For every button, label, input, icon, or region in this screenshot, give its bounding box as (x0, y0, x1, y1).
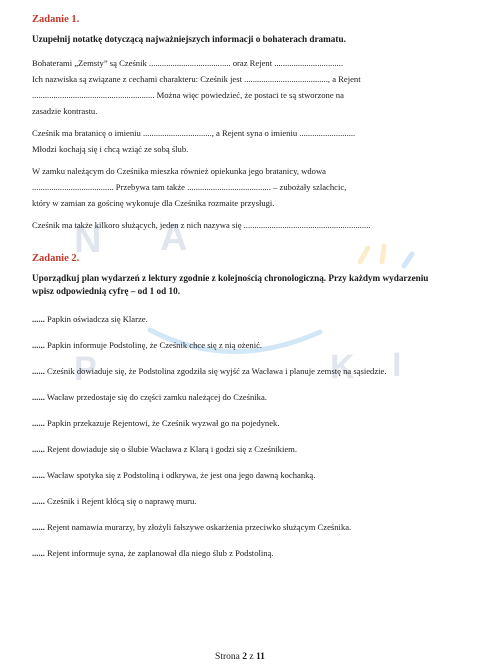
list-item (32, 443, 448, 456)
svg-text:N: N (74, 219, 142, 261)
footer-prefix: Strona (215, 652, 243, 662)
text-line: W zamku należącym do Cześnika mieszka również opiekunka jego bratanicy, wdowa (32, 166, 326, 177)
event-text: Wacław spotyka się z Podstoliną i odkrywa, że jest ona jego dawną kochanką. (46, 470, 316, 481)
text-line: Bohaterami „Zemsty” są Cześnik ...................................... oraz Rejent ................................ (32, 58, 343, 69)
svg-text:P: P (74, 350, 97, 388)
task1-paragraph-3 (32, 163, 448, 211)
list-item (32, 313, 448, 326)
event-text: Wacław przedostaje się do części zamku należącej do Cześnika. (46, 392, 267, 403)
text-line: Cześnik ma bratanicę o imieniu ................................, a Rejent syna o imieniu .......................... (32, 128, 356, 139)
event-list (32, 313, 448, 560)
list-item (32, 495, 448, 508)
event-text: Rejent namawia murarzy, by złożyli fałszywe oskarżenia przeciwko służącym Cześnika. (47, 522, 352, 533)
svg-text:K: K (330, 348, 355, 386)
order-blank[interactable]: ...... (32, 444, 45, 455)
order-blank[interactable]: ...... (32, 418, 45, 429)
order-blank[interactable]: ...... (32, 548, 45, 559)
footer-middle: z (246, 652, 256, 662)
task1-instruction: Uzupełnij notatkę dotyczącą najważniejszych informacji o bohaterach dramatu. (32, 34, 346, 44)
task2-title: Zadanie 2. (32, 253, 80, 265)
text-line: ...................................... Przebywa tam także ....................................... – zubożały szlachcic, (32, 182, 347, 193)
order-blank[interactable]: ...... (32, 470, 45, 481)
event-text: Cześnik dowiaduje się, że Podstolina zgodziła się wyjść za Wacława i planuje zemstę na sąsiedzie. (47, 366, 387, 377)
order-blank[interactable]: ...... (32, 366, 45, 377)
event-text: Papkin informuje Podstolinę, że Cześnik chce się z nią ożenić. (47, 340, 263, 351)
event-text: Cześnik i Rejent kłócą się o naprawę muru. (47, 496, 197, 507)
task1-paragraph-1 (32, 55, 448, 119)
list-item (32, 521, 448, 534)
text-line: Cześnik ma także kilkoro służących, jeden z nich nazywa się ........................................................... (32, 220, 371, 231)
text-line: Ich nazwiska są związane z cechami charakteru: Cześnik jest ......................................., a Rejent (32, 74, 361, 85)
list-item (32, 547, 448, 560)
list-item (32, 339, 448, 352)
task1-title: Zadanie 1. (32, 14, 80, 25)
footer-page-total: 11 (255, 652, 265, 662)
order-blank[interactable]: ...... (32, 496, 45, 507)
text-line: Młodzi kochają się i chcą wziąć ze sobą ślub. (32, 144, 189, 155)
text-line: zasadzie kontrastu. (32, 106, 98, 117)
svg-text:A: A (160, 217, 188, 259)
svg-text:I: I (392, 346, 402, 384)
order-blank[interactable]: ...... (32, 522, 45, 533)
task1-paragraph-4 (32, 217, 448, 233)
page-footer (0, 652, 480, 662)
event-text: Rejent dowiaduje się o ślubie Wacława z Klarą i godzi się z Cześnikiem. (47, 444, 298, 455)
order-blank[interactable]: ...... (32, 392, 45, 403)
list-item (32, 469, 448, 482)
task2-instruction: Uporządkuj plan wydarzeń z lektury zgodnie z kolejnością chronologiczną. Przy każdym wydarzeniu wpisz odpowiednią cyfrę – od 1 od 10. (32, 273, 429, 296)
order-blank[interactable]: ...... (32, 314, 45, 325)
list-item (32, 391, 448, 404)
event-text: Rejent informuje syna, że zaplanował dla niego ślub z Podstoliną. (47, 548, 274, 559)
event-text: Papkin oświadcza się Klarze. (47, 314, 148, 325)
list-item (32, 417, 448, 430)
worksheet-content (32, 10, 448, 573)
list-item (32, 365, 448, 378)
order-blank[interactable]: ...... (32, 340, 45, 351)
event-text: Papkin przekazuje Rejentowi, że Cześnik wyzwał go na pojedynek. (47, 418, 280, 429)
text-line: który w zamian za gościnę wykonuje dla Cześnika rozmaite przysługi. (32, 198, 275, 209)
task1-paragraph-2 (32, 125, 448, 157)
text-line: ......................................................... Można więc powiedzieć, że postaci te są stworzone na (32, 90, 344, 101)
footer-page-number: 2 (242, 652, 247, 662)
